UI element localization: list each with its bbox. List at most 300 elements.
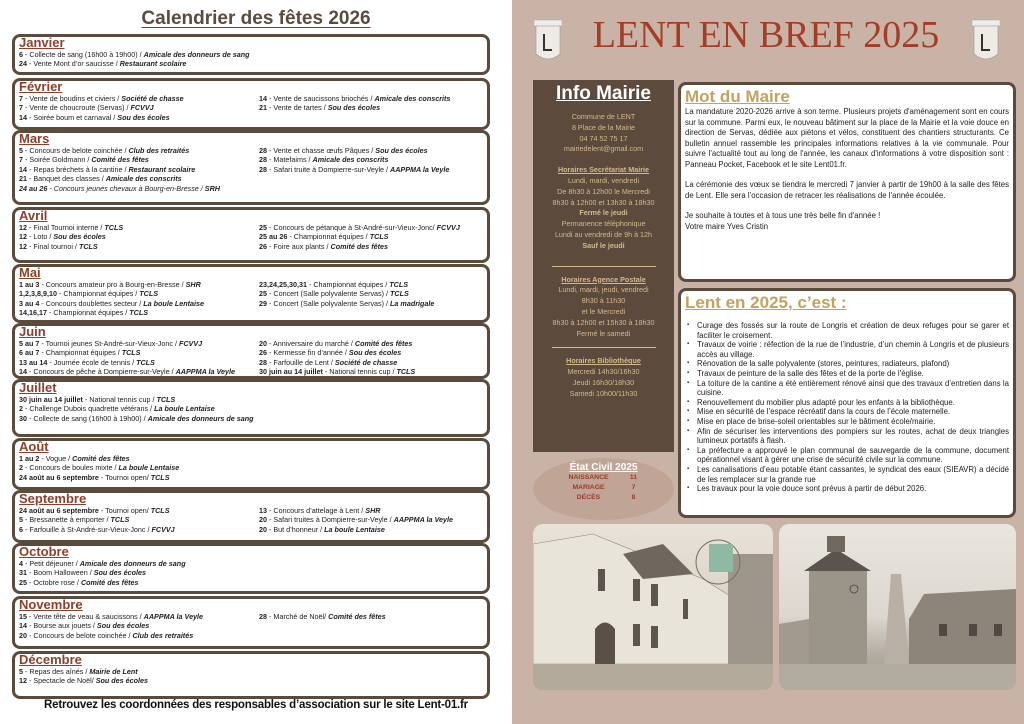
event-item: [19, 223, 251, 232]
event-item: [259, 289, 434, 298]
event-date: 6: [19, 50, 23, 59]
month-title: Mai: [19, 265, 41, 280]
event-item: [19, 280, 251, 289]
month-box-juin: [12, 323, 490, 379]
event-organizer: TCLS: [104, 223, 124, 232]
event-item: [19, 395, 254, 404]
event-organizer: FCVVJ: [178, 339, 203, 348]
event-text: - Vente de tartes /: [267, 103, 328, 113]
event-text: - Concours de pêche à Dompierre-sur-Veyle /: [27, 367, 176, 377]
event-organizer: Sou des écoles: [93, 568, 147, 578]
event-text: - Petit déjeuner /: [23, 559, 80, 568]
event-date: 6: [19, 524, 23, 534]
event-text: - Concours doublettes secteur /: [39, 298, 144, 308]
event-organizer: TCLS: [389, 280, 409, 289]
event-organizer: SRH: [204, 183, 220, 193]
contact-line: Commune de LENT: [571, 112, 636, 121]
hours-line: 8h30 à 11h30: [581, 296, 626, 306]
event-organizer: Amicale des conscrits: [105, 174, 182, 184]
event-date: 29: [259, 298, 267, 308]
month-title: Mars: [19, 131, 50, 146]
event-organizer: TCLS: [156, 395, 176, 404]
event-date: 4: [19, 559, 23, 568]
event-item: [19, 94, 251, 103]
event-columns: [19, 506, 483, 534]
event-item: [259, 348, 415, 357]
event-date: 14: [19, 164, 27, 174]
event-item: [19, 667, 251, 676]
month-box-janvier: [12, 34, 490, 75]
event-text: - Championnat équipes /: [306, 280, 390, 289]
hours-line: Mercredi 14h30/16h30: [567, 367, 640, 377]
event-column: [259, 612, 386, 640]
event-text: - Championnat équipes /: [46, 308, 130, 318]
event-text: - Concours de pétanque à St-André-sur-Vieux-Jonc/: [267, 223, 437, 232]
event-text: - Journée école de tennis /: [47, 357, 137, 367]
event-organizer: La madrigale: [390, 298, 435, 308]
etat-civil-title: État Civil 2025: [569, 462, 638, 473]
email-link[interactable]: mairiedelent@gmail.com: [563, 144, 644, 154]
mot-du-maire-title: Mot du Maire: [685, 87, 790, 106]
event-item: [259, 339, 415, 348]
event-organizer: FCVVJ: [436, 223, 460, 232]
event-text: - National tennis cup /: [322, 367, 397, 377]
lent-2025-title: Lent en 2025, c’est :: [685, 293, 847, 312]
event-text: - Vente de choucroute (Servas) /: [23, 103, 131, 113]
event-organizer: TCLS: [150, 472, 170, 482]
event-date: 24 août au 6 septembre: [19, 472, 99, 482]
event-text: - Soirée boum et carnaval /: [27, 112, 118, 122]
event-date: 2: [19, 404, 23, 414]
event-date: 25 au 26: [259, 232, 288, 242]
achievement-item: ▪ Afin de sécuriser les interventions des pompiers sur les routes, achat de deux triangles lumineux portatifs à flash.: [685, 427, 1009, 446]
event-date: 26: [259, 241, 267, 251]
event-text: - Tournoi open/: [98, 506, 151, 515]
event-text: - Safari truites à Dompierre-sur-Veyle /: [267, 515, 394, 525]
event-organizer: AAPPMA la Veyle: [390, 164, 450, 174]
event-organizer: Comité des fêtes: [330, 241, 389, 251]
event-column: [259, 280, 434, 318]
achievement-item: ▪ La toiture de la cantine a été entièrement rénové ainsi que des travaux d’entretien dans la cuisine.: [685, 379, 1009, 398]
event-column: [19, 339, 251, 377]
month-title: Février: [19, 79, 63, 94]
event-item: [259, 165, 449, 174]
event-date: 30 juin au 14 juillet: [259, 367, 323, 377]
event-organizer: FCVVJ: [130, 103, 154, 113]
event-column: [259, 146, 449, 193]
info-title: Info Mairie: [555, 83, 651, 104]
etat-civil-row: MARIAGE 7: [572, 484, 636, 491]
info-mairie-panel: [533, 80, 674, 452]
event-item: [259, 525, 453, 534]
event-column: [19, 280, 251, 318]
event-text: - Marché de Noël/: [267, 612, 329, 621]
event-item: [259, 232, 460, 241]
event-organizer: TCLS: [129, 308, 149, 318]
event-column: [19, 395, 254, 423]
event-column: [259, 94, 450, 122]
closed-note: Fermé le jeudi: [579, 208, 628, 218]
event-text: - Matefaims /: [267, 155, 313, 165]
hours-line: et le Mercredi: [581, 306, 626, 316]
event-text: - Bourse aux jouets /: [27, 621, 97, 631]
month-box-juillet: [12, 379, 490, 437]
event-organizer: Sou des écoles: [96, 621, 150, 631]
event-organizer: Restaurant scolaire: [119, 59, 187, 69]
event-text: - Collecte de sang (16h00 à 19h00) /: [27, 413, 148, 423]
event-date: 1 au 3: [19, 280, 40, 289]
hours-line: Lundi, mardi, jeudi, vendredi: [558, 285, 649, 295]
event-organizer: Sou des écoles: [375, 146, 428, 155]
event-date: 13 au 14: [19, 357, 48, 367]
event-column: [19, 559, 251, 587]
contact-line: 8 Place de la Mairie: [571, 122, 636, 132]
event-organizer: SHR: [185, 280, 201, 289]
event-item: [259, 94, 450, 103]
event-organizer: TCLS: [110, 515, 130, 525]
event-item: [259, 242, 460, 251]
event-organizer: Société de chasse: [334, 357, 398, 367]
building-illustration: [533, 524, 773, 690]
event-organizer: Comité des fêtes: [91, 155, 149, 165]
event-date: 2: [19, 463, 23, 473]
event-text: - Concert (Salle polyvalente Servas) /: [267, 298, 391, 308]
month-title: Janvier: [19, 35, 65, 50]
event-column: [19, 50, 251, 69]
event-date: 14: [259, 94, 267, 103]
hours-line: 8h30 à 12h00 et 13h30 à 18h30: [552, 197, 655, 207]
event-item: [259, 367, 415, 376]
event-item: [19, 578, 251, 587]
etat-civil-row: NAISSANCE 11: [568, 474, 638, 481]
event-columns: [19, 395, 483, 423]
event-item: [19, 242, 251, 251]
event-date: 26: [259, 348, 267, 358]
event-date: 28: [259, 357, 267, 367]
event-date: 5 au 7: [19, 339, 40, 348]
event-date: 12: [19, 676, 27, 686]
event-columns: [19, 339, 483, 377]
closed-note: Sauf le jeudi: [582, 240, 625, 250]
event-organizer: Club des retraités: [132, 630, 194, 640]
event-text: - Concours d’attelage à Lent /: [267, 506, 366, 515]
month-title: Septembre: [19, 491, 87, 506]
photo-hotel-de-ville-postcard: [533, 524, 773, 690]
event-date: 24: [19, 59, 27, 69]
event-text: - Concours amateur pro à Bourg-en-Bresse /: [39, 280, 186, 289]
event-organizer: TCLS: [390, 289, 409, 299]
event-date: 28: [259, 155, 267, 165]
event-item: [19, 308, 251, 317]
event-text: - Challenge Dubois quadrette vétérans /: [23, 404, 155, 414]
paragraph: Je souhaite à toutes et à tous une très belle fin d'année !: [685, 211, 881, 220]
event-date: 7: [19, 155, 23, 165]
event-organizer: Mairie de Lent: [89, 667, 138, 676]
event-text: - Concours de belote coinchée /: [27, 630, 133, 640]
event-date: 24 août au 6 septembre: [19, 506, 99, 515]
event-date: 12: [19, 232, 27, 242]
event-item: [19, 621, 251, 630]
event-organizer: Amicale des conscrits: [374, 94, 451, 103]
achievement-item: ▪ Rénovation de la salle polyvalente (stores, peintures, radiateurs, plafond): [685, 359, 1009, 369]
achievement-item: ▪ Curage des fossés sur la route de Longris et création de deux refuges pour se garer et faciliter le croisement.: [685, 321, 1009, 340]
event-organizer: Amicale des conscrits: [312, 155, 389, 165]
month-box-mars: [12, 130, 490, 205]
event-organizer: AAPPMA la Veyle: [143, 612, 204, 621]
event-organizer: Sou des écoles: [327, 103, 381, 113]
event-date: 23,24,25,30,31: [259, 280, 307, 289]
event-item: [19, 339, 251, 348]
photo-monument-beffroi-postcard: [779, 524, 1016, 690]
phone-number: 04 74 52 75 17: [579, 133, 628, 143]
event-text: - Kermesse fin d’année /: [267, 348, 349, 358]
poste-title: Horaires Agence Postale: [561, 274, 646, 284]
month-title: Juin: [19, 324, 46, 339]
event-organizer: TCLS: [396, 367, 416, 377]
achievement-item: ▪ Les travaux pour la voie douce sont prévus à partir de début 2026.: [685, 484, 1009, 494]
event-date: 1 au 2: [19, 454, 40, 463]
event-column: [19, 94, 251, 122]
event-columns: [19, 612, 483, 640]
event-item: [19, 463, 251, 472]
month-title: Avril: [19, 208, 48, 223]
event-item: [259, 299, 434, 308]
achievement-item: ▪ Renouvellement du mobilier plus adapté pour les enfants à la bibliothèque.: [685, 398, 1009, 408]
event-organizer: TCLS: [150, 506, 170, 515]
event-organizer: Société de chasse: [121, 94, 184, 103]
divider: [552, 347, 656, 348]
event-organizer: AAPPMA la Veyle: [393, 515, 454, 525]
month-title: Novembre: [19, 597, 83, 612]
event-date: 25: [259, 289, 267, 299]
event-item: [19, 414, 254, 423]
tower-illustration: [779, 524, 1016, 690]
event-organizer: Sou des écoles: [117, 112, 170, 122]
event-organizer: Comité des fêtes: [72, 454, 130, 463]
event-text: - Anniversaire du marché /: [267, 339, 355, 348]
event-text: - Farfouille à St-André-sur-Vieux-Jonc /: [23, 524, 152, 534]
event-text: - But d’honneur /: [267, 524, 325, 534]
event-organizer: La boule Lentaise: [154, 404, 215, 414]
achievements-list: [685, 321, 1009, 494]
event-text: - Foire aux plants /: [267, 241, 331, 251]
lent-2025-box: [678, 288, 1016, 518]
event-text: - Octobre rose /: [27, 577, 81, 587]
event-date: 28: [259, 164, 267, 174]
event-date: 25: [259, 223, 267, 232]
month-title: Août: [19, 439, 49, 454]
hours-line: De 8h30 à 12h00 le Mercredi: [557, 186, 650, 196]
calendar-footer: Retrouvez les coordonnées des responsables d’association sur le site Lent-01.fr: [44, 699, 468, 711]
achievement-item: ▪ Mise en place de brise-soleil orientables sur le bâtiment école/mairie.: [685, 417, 1009, 427]
event-organizer: Comité des fêtes: [80, 577, 139, 587]
event-date: 13: [259, 506, 267, 515]
event-item: [19, 676, 251, 685]
event-item: [259, 280, 434, 289]
event-columns: [19, 223, 483, 251]
event-date: 24 au 26: [19, 183, 48, 193]
event-columns: [19, 50, 483, 69]
event-item: [259, 103, 450, 112]
event-text: - Final Tournoi interne /: [27, 223, 105, 232]
hours-line: Lundi, mardi, vendredi: [567, 175, 640, 185]
event-date: 21: [19, 174, 27, 184]
event-item: [19, 146, 251, 155]
event-item: [259, 506, 453, 515]
event-date: 14: [19, 367, 27, 377]
event-text: - Championnat équipes /: [56, 289, 140, 299]
event-date: 28: [259, 612, 267, 621]
event-item: [259, 146, 449, 155]
event-date: 12: [19, 241, 27, 251]
event-organizer: TCLS: [136, 357, 155, 367]
hours-line: 8h30 à 12h00 et 15h30 à 18h30: [552, 317, 655, 327]
event-organizer: Sou des écoles: [95, 676, 149, 686]
event-date: 20: [259, 515, 267, 525]
secretariat-title: Horaires Secrétariat Mairie: [557, 165, 650, 175]
header-banner: [512, 0, 1024, 72]
event-organizer: Amicale des donneurs de sang: [147, 413, 254, 423]
event-column: [19, 454, 251, 482]
event-organizer: TCLS: [369, 232, 389, 242]
event-text: - Concours de belote coinchée /: [23, 146, 129, 155]
achievement-item: ▪ Les canalisations d’eau potable étant cassantes, le syndicat des eaux (SIEAVR) a décidé de les remplacer sur la grande rue: [685, 465, 1009, 484]
month-box-août: [12, 438, 490, 490]
event-text: - Spectacle de Noël/: [27, 676, 96, 686]
event-text: - Championnat équipes /: [287, 232, 370, 242]
achievement-item: ▪ Travaux de voirie : réfection de la rue de l’industrie, d’un chemin à Longris et de plusieurs accès au village.: [685, 340, 1009, 359]
event-item: [19, 525, 251, 534]
event-date: 20: [19, 630, 27, 640]
event-date: 30 juin au 14 juillet: [19, 395, 83, 404]
event-column: [19, 146, 251, 193]
event-item: [19, 289, 251, 298]
event-text: - Tournoi open/: [98, 472, 151, 482]
achievement-item: ▪ La préfecture a approuvé le plan communal de sauvegarde de la commune, document opérationnel visant à gérer une crise de sécurité civile sur la commune.: [685, 446, 1009, 465]
event-date: 6 au 7: [19, 348, 40, 358]
event-organizer: Restaurant scolaire: [128, 164, 196, 174]
event-column: [19, 667, 251, 686]
event-date: 1,2,3,8,9,10: [19, 289, 57, 299]
event-date: 14: [19, 112, 27, 122]
event-item: [19, 50, 251, 59]
event-organizer: SHR: [365, 506, 381, 515]
event-date: 14,16,17: [19, 308, 47, 318]
event-text: - Vente et chasse œufs Pâques /: [267, 146, 376, 155]
hours-line: Samedi 10h00/11h30: [569, 388, 638, 398]
event-text: - Concours jeunes chevaux à Bourg-en-Bresse /: [47, 183, 205, 193]
hours-line: Lundi au vendredi de 9h à 12h: [554, 229, 653, 239]
event-organizer: FCVVJ: [151, 524, 175, 534]
event-columns: [19, 146, 483, 193]
hours-line: Jeudi 16h30/18h30: [572, 377, 635, 387]
month-box-septembre: [12, 490, 490, 543]
event-item: [19, 103, 251, 112]
event-item: [19, 473, 251, 482]
event-text: - Banquet des classes /: [27, 174, 106, 184]
event-column: [19, 612, 251, 640]
divider: [552, 266, 656, 267]
event-item: [259, 155, 449, 164]
hours-line: Permanence téléphonique: [561, 219, 646, 229]
month-title: Juillet: [19, 380, 57, 395]
event-item: [19, 232, 251, 241]
month-box-décembre: [12, 651, 490, 699]
month-box-février: [12, 78, 490, 130]
event-date: 31: [19, 568, 27, 578]
event-item: [19, 358, 251, 367]
event-text: - Vogue /: [39, 454, 73, 463]
event-organizer: Sou des écoles: [53, 232, 106, 242]
event-date: 30: [19, 413, 27, 423]
event-text: - Loto /: [27, 232, 54, 242]
event-organizer: Amicale des donneurs de sang: [79, 559, 186, 568]
event-text: - Tournoi jeunes St-André-sur-Vieux-Jonc /: [39, 339, 179, 348]
event-text: - Bressanette à emporter /: [23, 515, 111, 525]
event-item: [259, 515, 453, 524]
event-columns: [19, 559, 483, 587]
event-item: [19, 299, 251, 308]
event-date: 3 au 4: [19, 298, 40, 308]
event-text: - Repas des aînés /: [23, 667, 90, 676]
event-date: 28: [259, 146, 267, 155]
month-box-mai: [12, 264, 490, 323]
event-organizer: Comité des fêtes: [354, 339, 413, 348]
event-text: - Soirée Goldmann /: [23, 155, 92, 165]
event-organizer: La boule Lentaise: [324, 524, 385, 534]
event-date: 15: [19, 612, 27, 621]
town-crest-logo: [968, 10, 1004, 72]
etat-civil-row: DÉCÈS 8: [576, 494, 636, 501]
event-date: 14: [19, 621, 27, 631]
event-text: - Vente de saucissons briochés /: [267, 94, 375, 103]
event-column: [259, 506, 453, 534]
event-columns: [19, 667, 483, 686]
event-date: 20: [259, 339, 267, 348]
newsletter-page: [512, 0, 1024, 724]
event-item: [19, 348, 251, 357]
event-organizer: Sou des écoles: [348, 348, 402, 358]
event-text: - Safari truite à Dompierre-sur-Veyle /: [267, 164, 391, 174]
event-column: [259, 339, 415, 377]
event-text: - Vente tête de veau & saucissons /: [27, 612, 144, 621]
event-text: - Concert (Salle polyvalente Servas) /: [267, 289, 391, 299]
event-text: - Collecte de sang (16h00 à 19h00) /: [23, 50, 144, 59]
event-organizer: Amicale des donneurs de sang: [143, 50, 250, 59]
event-item: [19, 59, 251, 68]
event-item: [19, 515, 251, 524]
event-text: - Vente de boudins et civiers /: [23, 94, 122, 103]
event-column: [19, 506, 251, 534]
calendar-title: Calendrier des fêtes 2026: [141, 8, 371, 29]
event-item: [19, 165, 251, 174]
event-organizer: TCLS: [78, 241, 98, 251]
achievement-item: ▪ Travaux de peinture de la salle des fêtes et de la porte de l’église.: [685, 369, 1009, 379]
paragraph: La cérémonie des vœux se tiendra le mercredi 7 janvier à partir de 19h00 à la salle des fêtes de Lent. Elle sera l’occasion de retracer les réalisations de l’année écoulée.: [685, 180, 1009, 200]
event-item: [19, 506, 251, 515]
event-organizer: Comité des fêtes: [328, 612, 386, 621]
newsletter-title: LENT EN BREF 2025: [592, 14, 940, 56]
event-item: [19, 454, 251, 463]
month-box-avril: [12, 207, 490, 263]
month-title: Décembre: [19, 652, 82, 667]
town-crest-logo: [530, 10, 566, 72]
event-item: [19, 612, 251, 621]
event-date: 25: [19, 577, 27, 587]
event-item: [19, 184, 251, 193]
event-organizer: La boule Lentaise: [143, 298, 204, 308]
event-item: [259, 612, 386, 621]
